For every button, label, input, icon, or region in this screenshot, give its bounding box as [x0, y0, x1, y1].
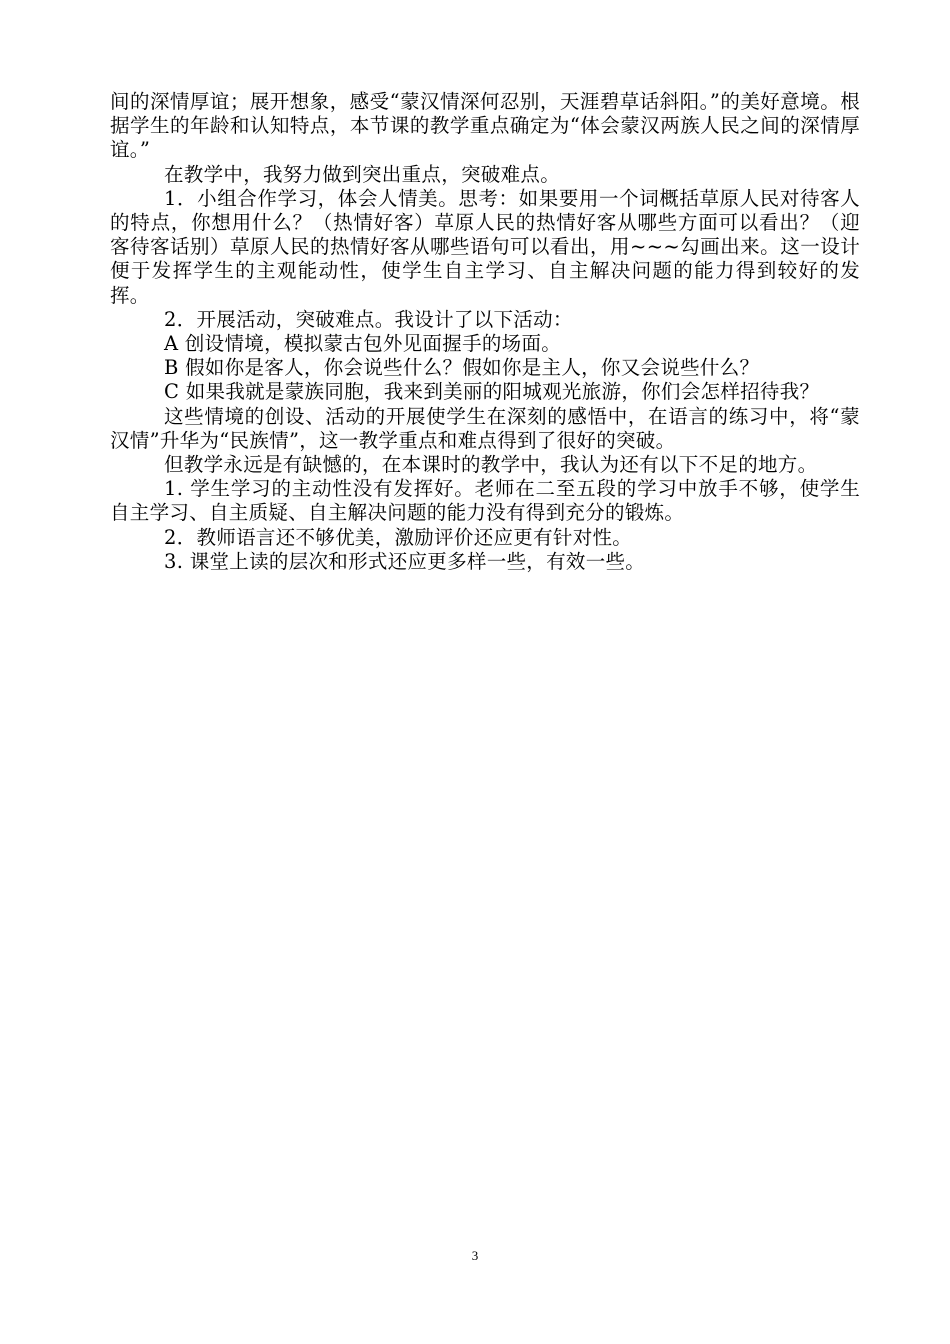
paragraph-point-2: 2．开展活动，突破难点。我设计了以下活动：: [164, 307, 573, 331]
page-number: 3: [471, 1248, 479, 1263]
document-body: [110, 90, 860, 574]
paragraph-activity-a: A 创设情境，模拟蒙古包外见面握手的场面。: [164, 332, 562, 356]
paragraph-shortcomings-intro: 但教学永远是有缺憾的，在本课时的教学中，我认为还有以下不足的地方。: [164, 453, 818, 477]
paragraph-outcome: 这些情境的创设、活动的开展使学生在深刻的感悟中，在语言的练习中，将“蒙汉情”升华为“民族情”，这一教学重点和难点得到了很好的突破。: [110, 404, 860, 452]
paragraph-teaching-approach: 在教学中，我努力做到突出重点，突破难点。: [164, 162, 561, 186]
paragraph-activity-b: B 假如你是客人，你会说些什么？假如你是主人，你又会说些什么？: [164, 356, 760, 380]
paragraph-continuation: 间的深情厚谊；展开想象，感受“蒙汉情深何忍别，天涯碧草话斜阳。”的美好意境。根据学生的年龄和认知特点，本节课的教学重点确定为“体会蒙汉两族人民之间的深情厚谊。”: [110, 90, 860, 162]
paragraph-shortcoming-2: 2．教师语言还不够优美，激励评价还应更有针对性。: [164, 525, 633, 549]
paragraph-shortcoming-3: 3. 课堂上读的层次和形式还应更多样一些，有效一些。: [164, 549, 646, 573]
paragraph-point-1: 1．小组合作学习，体会人情美。思考：如果要用一个词概括草原人民对待客人的特点，你想用什么？（热情好客）草原人民的热情好客从哪些方面可以看出？（迎客待客话别）草原人民的热情好客从哪些语句可以看出，用~~~勾画出来。这一设计便于发挥学生的主观能动性，使学生自主学习、自主解决问题的能力得到较好的发挥。: [110, 186, 860, 307]
paragraph-shortcoming-1: 1. 学生学习的主动性没有发挥好。老师在二至五段的学习中放手不够，使学生自主学习、自主质疑、自主解决问题的能力没有得到充分的锻炼。: [110, 477, 860, 525]
paragraph-activity-c: C 如果我就是蒙族同胞，我来到美丽的阳城观光旅游，你们会怎样招待我？: [164, 380, 820, 404]
